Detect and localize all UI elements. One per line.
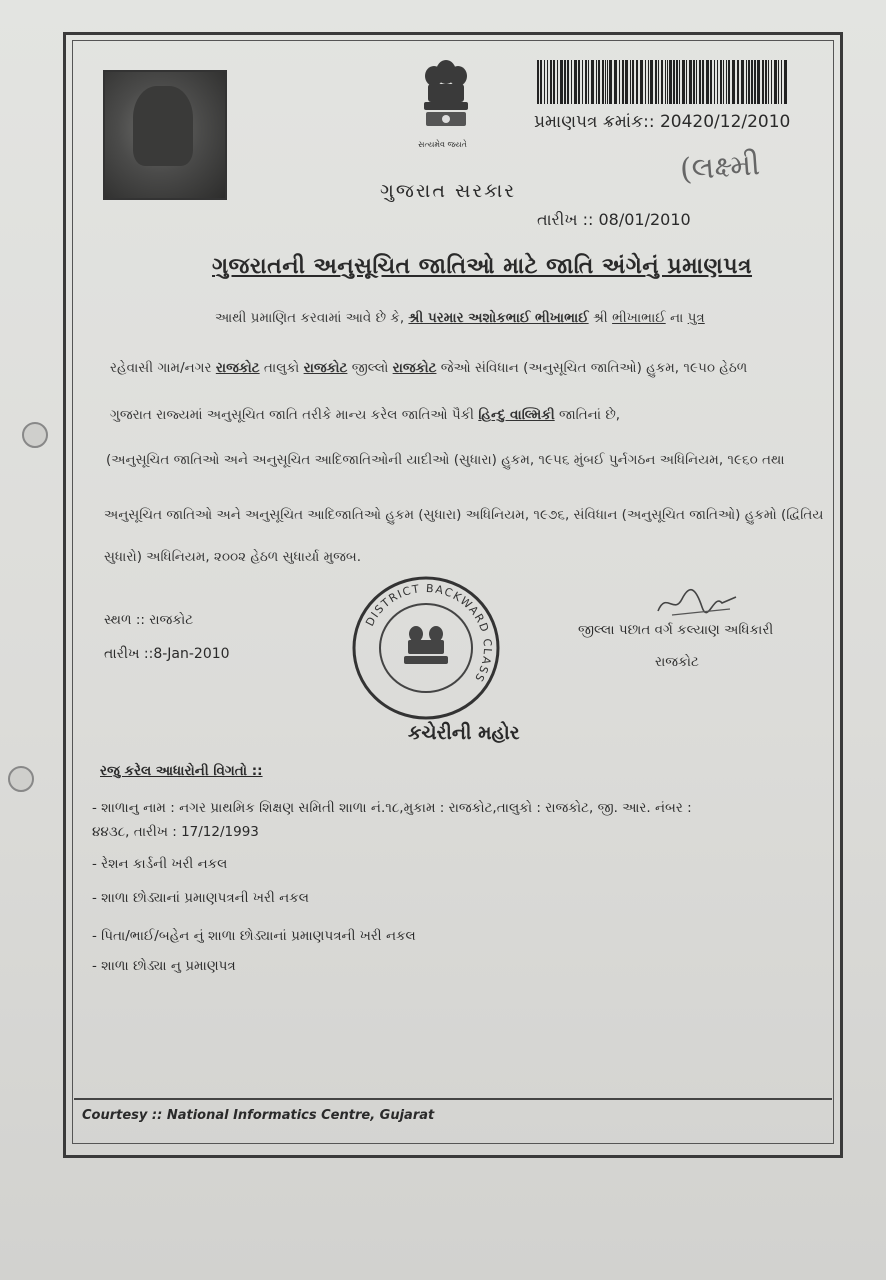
- barcode-bar: [655, 60, 657, 104]
- handwritten-note: (લક્ષ્મી: [678, 147, 762, 188]
- person-name: શ્રી પરમાર અશોકભાઈ ભીખાભાઈ: [408, 310, 589, 326]
- barcode-bar: [585, 60, 587, 104]
- barcode-bar: [550, 60, 552, 104]
- barcode-bar: [723, 60, 724, 104]
- barcode-bar: [702, 60, 704, 104]
- punch-hole: [22, 422, 48, 448]
- barcode-bar: [557, 60, 558, 104]
- barcode-bar: [710, 60, 712, 104]
- barcode-bar: [591, 60, 594, 104]
- punch-hole: [8, 766, 34, 792]
- taluka: રાજકોટ: [303, 360, 348, 376]
- barcode-bar: [748, 60, 750, 104]
- barcode-bar: [582, 60, 583, 104]
- relation: પુત્ર: [687, 310, 705, 326]
- officer-signature: [652, 585, 742, 621]
- barcode-bar: [682, 60, 685, 104]
- barcode-bar: [598, 60, 600, 104]
- barcode-bar: [571, 60, 572, 104]
- certificate-title: ગુજરાતની અનુસૂચિત જાતિઓ માટે જાતિ અંગેનું પ્રમાણપત્ર: [212, 254, 753, 279]
- courtesy-note: Courtesy :: National Informatics Centre, Gujarat: [82, 1108, 435, 1123]
- document-item: ૪૪૩૮, તારીખ : 17/12/1993: [92, 824, 259, 840]
- barcode-bar: [774, 60, 777, 104]
- documents-title: રજુ કરેલ આધારોની વિગતો ::: [100, 763, 263, 779]
- barcode-bar: [632, 60, 634, 104]
- father-name: ભીખાભાઈ: [612, 310, 666, 326]
- body-line-3: ગુજરાત રાજ્યમાં અનુસૂચિત જાતિ તરીકે માન્ય કરેલ જાતિઓ પૈકી હિન્દુ વાલ્મિકી જાતિનાં છે,: [110, 407, 621, 423]
- village: રાજકોટ: [215, 360, 260, 376]
- office-seal-stamp: [350, 574, 502, 722]
- barcode-bar: [673, 60, 675, 104]
- barcode-bar: [553, 60, 555, 104]
- barcode-bar: [650, 60, 653, 104]
- barcode-bar: [781, 60, 782, 104]
- barcode-bar: [693, 60, 695, 104]
- document-item: - શાળા છોડ્યા નુ પ્રમાણપત્ર: [92, 958, 236, 974]
- barcode-bar: [699, 60, 701, 104]
- barcode-bar: [669, 60, 672, 104]
- barcode-bar: [665, 60, 666, 104]
- barcode-bar: [645, 60, 646, 104]
- barcode-bar: [732, 60, 735, 104]
- barcode-bar: [630, 60, 631, 104]
- barcode-bar: [689, 60, 692, 104]
- barcode-bar: [544, 60, 545, 104]
- barcode-bar: [778, 60, 779, 104]
- barcode-bar: [607, 60, 608, 104]
- barcode-bar: [609, 60, 612, 104]
- barcode-bar: [537, 60, 539, 104]
- barcode-bar: [578, 60, 580, 104]
- barcode-bar: [560, 60, 563, 104]
- barcode-bar: [547, 60, 548, 104]
- officer-location: રાજકોટ: [655, 654, 699, 670]
- barcode-bar: [614, 60, 617, 104]
- document-item: - રેશન કાર્ડની ખરી નકલ: [92, 856, 228, 872]
- barcode-bar: [622, 60, 624, 104]
- barcode-bar: [717, 60, 718, 104]
- barcode-bar: [564, 60, 566, 104]
- caste: હિન્દુ વાલ્મિકી: [478, 407, 555, 423]
- document-item: - પિતા/ભાઈ/બહેન નું શાળા છોડ્યાનાં પ્રમાણપત્રની ખરી નકલ: [92, 928, 416, 944]
- barcode-bar: [596, 60, 597, 104]
- barcode-bar: [667, 60, 668, 104]
- barcode-bar: [686, 60, 687, 104]
- barcode-bar: [757, 60, 760, 104]
- barcode-bar: [746, 60, 747, 104]
- seal-text: DISTRICT BACKWARD CLASS: [363, 581, 495, 685]
- barcode-bar: [726, 60, 727, 104]
- barcode-bar: [737, 60, 739, 104]
- barcode: [537, 60, 787, 104]
- document-item: - શાળા છોડ્યાનાં પ્રમાણપત્રની ખરી નકલ: [92, 890, 309, 906]
- national-emblem-icon: [414, 54, 478, 150]
- barcode-bar: [720, 60, 722, 104]
- body-line-1: આથી પ્રમાણિત કરવામાં આવે છે કે, શ્રી પરમાર અશોકભાઈ ભીખાભાઈ શ્રી ભીખાભાઈ ના પુત્ર: [215, 310, 705, 326]
- place: સ્થળ :: રાજકોટ: [104, 612, 194, 628]
- barcode-bar: [658, 60, 659, 104]
- barcode-bar: [706, 60, 709, 104]
- barcode-bar: [696, 60, 697, 104]
- barcode-bar: [625, 60, 628, 104]
- barcode-bar: [768, 60, 769, 104]
- footer-divider: [74, 1098, 832, 1100]
- body-line-2: રહેવાસી ગામ/નગર રાજકોટ તાલુકો રાજકોટ જીલ્લો રાજકોટ જેઓ સંવિધાન (અનુસૂચિત જાતિઓ) હુકમ, ૧૯૫૦ હેઠળ: [110, 360, 748, 376]
- certificate-number: પ્રમાણપત્ર ક્રમાંક:: 20420/12/2010: [534, 112, 791, 132]
- barcode-bar: [602, 60, 604, 104]
- barcode-bar: [574, 60, 577, 104]
- office-seal-label: કચેરીની મહોર: [408, 722, 520, 744]
- barcode-bar: [588, 60, 589, 104]
- issue-date: તારીખ :: 08/01/2010: [537, 210, 691, 229]
- barcode-bar: [751, 60, 753, 104]
- barcode-bar: [679, 60, 680, 104]
- barcode-bar: [741, 60, 744, 104]
- barcode-bar: [640, 60, 643, 104]
- barcode-bar: [567, 60, 569, 104]
- barcode-bar: [784, 60, 787, 104]
- district: રાજકોટ: [392, 360, 437, 376]
- barcode-bar: [754, 60, 756, 104]
- barcode-bar: [661, 60, 663, 104]
- barcode-bar: [762, 60, 764, 104]
- barcode-bar: [771, 60, 772, 104]
- officer-title: જીલ્લા પછાત વર્ગ કલ્યાણ અધિકારી: [578, 622, 774, 638]
- barcode-bar: [676, 60, 678, 104]
- body-line-4: (અનુસૂચિત જાતિઓ અને અનુસૂચિત આદિજાતિઓની યાદીઓ (સુધારા) હુકમ, ૧૯૫૬ મુંબઈ પુર્નગઠન અધિનિયમ, ૧૯૬૦ તથા: [106, 452, 785, 468]
- footer-date: તારીખ ::8-Jan-2010: [104, 646, 230, 662]
- body-line-5: અનુસૂચિત જાતિઓ અને અનુસૂચિત આદિજાતિઓ હુકમ (સુધારા) અધિનિયમ, ૧૯૭૬, સંવિધાન (અનુસૂચિત જાતિઓ) હુકમો (દ્વિતિય સુધારો) અધિનિયમ, ૨૦૦૨ હેઠળ સુધાર્યા મુજબ.: [104, 507, 824, 565]
- document-item: - શાળાનુ નામ : નગર પ્રાથમિક શિક્ષણ સમિતી શાળા નં.૧૮,મુકામ : રાજકોટ,તાલુકો : રાજકોટ, જી. આર. નંબર :: [92, 800, 692, 816]
- barcode-bar: [765, 60, 767, 104]
- applicant-photo: [103, 70, 227, 200]
- emblem-caption: સત્યમેવ જયતે: [418, 140, 467, 149]
- barcode-bar: [619, 60, 620, 104]
- barcode-bar: [714, 60, 715, 104]
- barcode-bar: [648, 60, 649, 104]
- barcode-bar: [605, 60, 606, 104]
- government-name: ગુજરાત સરકાર: [380, 180, 517, 202]
- barcode-bar: [636, 60, 638, 104]
- barcode-bar: [728, 60, 730, 104]
- barcode-bar: [540, 60, 542, 104]
